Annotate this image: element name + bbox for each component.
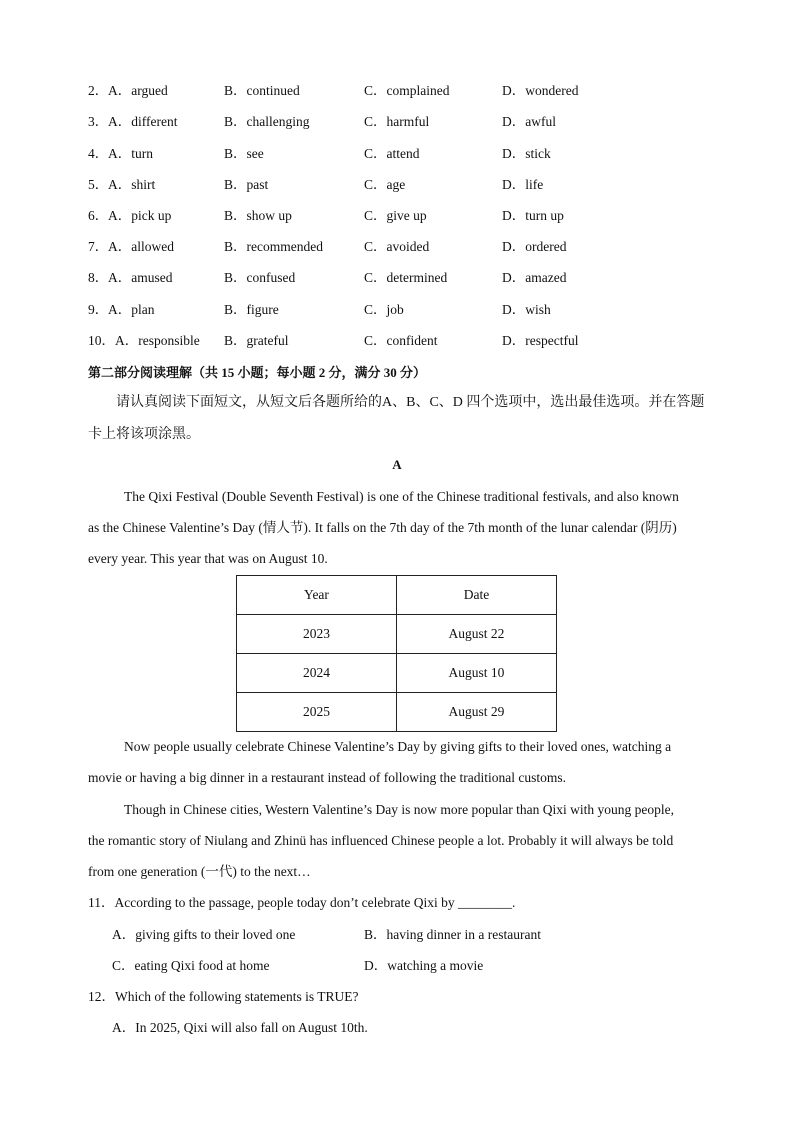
option-d: D．wondered — [502, 83, 579, 98]
passage-text: Now people usually celebrate Chinese Valentine’s Day by giving gifts to their loved ones, watching a — [124, 739, 672, 754]
passage-text: from one generation (一代) to the next… — [88, 864, 311, 879]
option-d: D．awful — [502, 114, 556, 129]
question-stem: 12．Which of the following statements is TRUE? — [88, 989, 359, 1004]
option-b: B．grateful — [224, 333, 289, 348]
option-b: B．challenging — [224, 114, 310, 129]
option-d: D．turn up — [502, 208, 564, 223]
option-a: A．different — [108, 114, 178, 129]
option-c: C．age — [364, 177, 406, 192]
table-header: Year — [237, 576, 397, 615]
table-row — [237, 654, 557, 693]
option-b: B．confused — [224, 270, 296, 285]
option-a: A．shirt — [108, 177, 156, 192]
table-cell: 2023 — [237, 615, 397, 654]
option-b: B．past — [224, 177, 269, 192]
answer-option: C．eating Qixi food at home — [112, 958, 270, 973]
option-d: D．stick — [502, 146, 551, 161]
option-b: B．show up — [224, 208, 292, 223]
option-d: D．respectful — [502, 333, 579, 348]
answer-option: A．giving gifts to their loved one — [112, 927, 296, 942]
question-number: 2． — [88, 83, 109, 98]
option-a: A．plan — [108, 302, 155, 317]
question-number: 8． — [88, 270, 109, 285]
option-c: C．job — [364, 302, 404, 317]
option-b: B．figure — [224, 302, 279, 317]
table-row — [237, 693, 557, 732]
section-heading: 第二部分阅读理解（共 15 小题；每小题 2 分，满分 30 分） — [88, 365, 427, 380]
option-c: C．harmful — [364, 114, 430, 129]
option-d: D．ordered — [502, 239, 567, 254]
date-table — [236, 575, 557, 732]
question-number: 4． — [88, 146, 109, 161]
answer-option: A．In 2025, Qixi will also fall on August 10th. — [112, 1020, 368, 1035]
passage-text: every year. This year that was on August 10. — [88, 551, 328, 566]
option-c: C．give up — [364, 208, 427, 223]
option-b: B．see — [224, 146, 264, 161]
section-instruction: 卡上将该项涂黑。 — [88, 427, 200, 442]
option-a: A．argued — [108, 83, 168, 98]
passage-text: Though in Chinese cities, Western Valentine’s Day is now more popular than Qixi with young people, — [124, 802, 674, 817]
passage-label: A — [392, 457, 402, 472]
table-header: Date — [397, 576, 557, 615]
question-number: 9． — [88, 302, 109, 317]
table-header-row — [237, 576, 557, 615]
question-number: 10． — [88, 333, 115, 348]
option-a: A．turn — [108, 146, 153, 161]
table-row — [237, 615, 557, 654]
option-d: D．life — [502, 177, 544, 192]
option-c: C．complained — [364, 83, 450, 98]
option-b: B．recommended — [224, 239, 323, 254]
answer-option: B．having dinner in a restaurant — [364, 927, 541, 942]
option-a: A．responsible — [115, 333, 200, 348]
table-cell: 2025 — [237, 693, 397, 732]
question-number: 3． — [88, 114, 109, 129]
question-number: 7． — [88, 239, 109, 254]
option-c: C．avoided — [364, 239, 430, 254]
option-a: A．amused — [108, 270, 173, 285]
option-d: D．wish — [502, 302, 551, 317]
passage-text: The Qixi Festival (Double Seventh Festival) is one of the Chinese traditional festivals, and also known — [124, 489, 679, 504]
table-cell: August 10 — [397, 654, 557, 693]
passage-text: the romantic story of Niulang and Zhinü has influenced Chinese people a lot. Probably it will always be told — [88, 833, 674, 848]
option-a: A．allowed — [108, 239, 174, 254]
option-c: C．determined — [364, 270, 448, 285]
question-stem: 11．According to the passage, people today don’t celebrate Qixi by ________. — [88, 895, 516, 910]
table-cell: August 22 — [397, 615, 557, 654]
question-number: 6． — [88, 208, 109, 223]
option-a: A．pick up — [108, 208, 172, 223]
option-d: D．amazed — [502, 270, 567, 285]
answer-option: D．watching a movie — [364, 958, 484, 973]
table-cell: August 29 — [397, 693, 557, 732]
option-b: B．continued — [224, 83, 300, 98]
passage-text: as the Chinese Valentine’s Day (情人节). It falls on the 7th day of the 7th month of the lunar calendar (阴历) — [88, 520, 677, 535]
passage-text: movie or having a big dinner in a restaurant instead of following the traditional customs. — [88, 770, 567, 785]
table-cell: 2024 — [237, 654, 397, 693]
option-c: C．confident — [364, 333, 438, 348]
section-instruction: 请认真阅读下面短文，从短文后各题所给的A、B、C、D 四个选项中，选出最佳选项。并在答题 — [116, 395, 705, 410]
question-number: 5． — [88, 177, 109, 192]
option-c: C．attend — [364, 146, 420, 161]
